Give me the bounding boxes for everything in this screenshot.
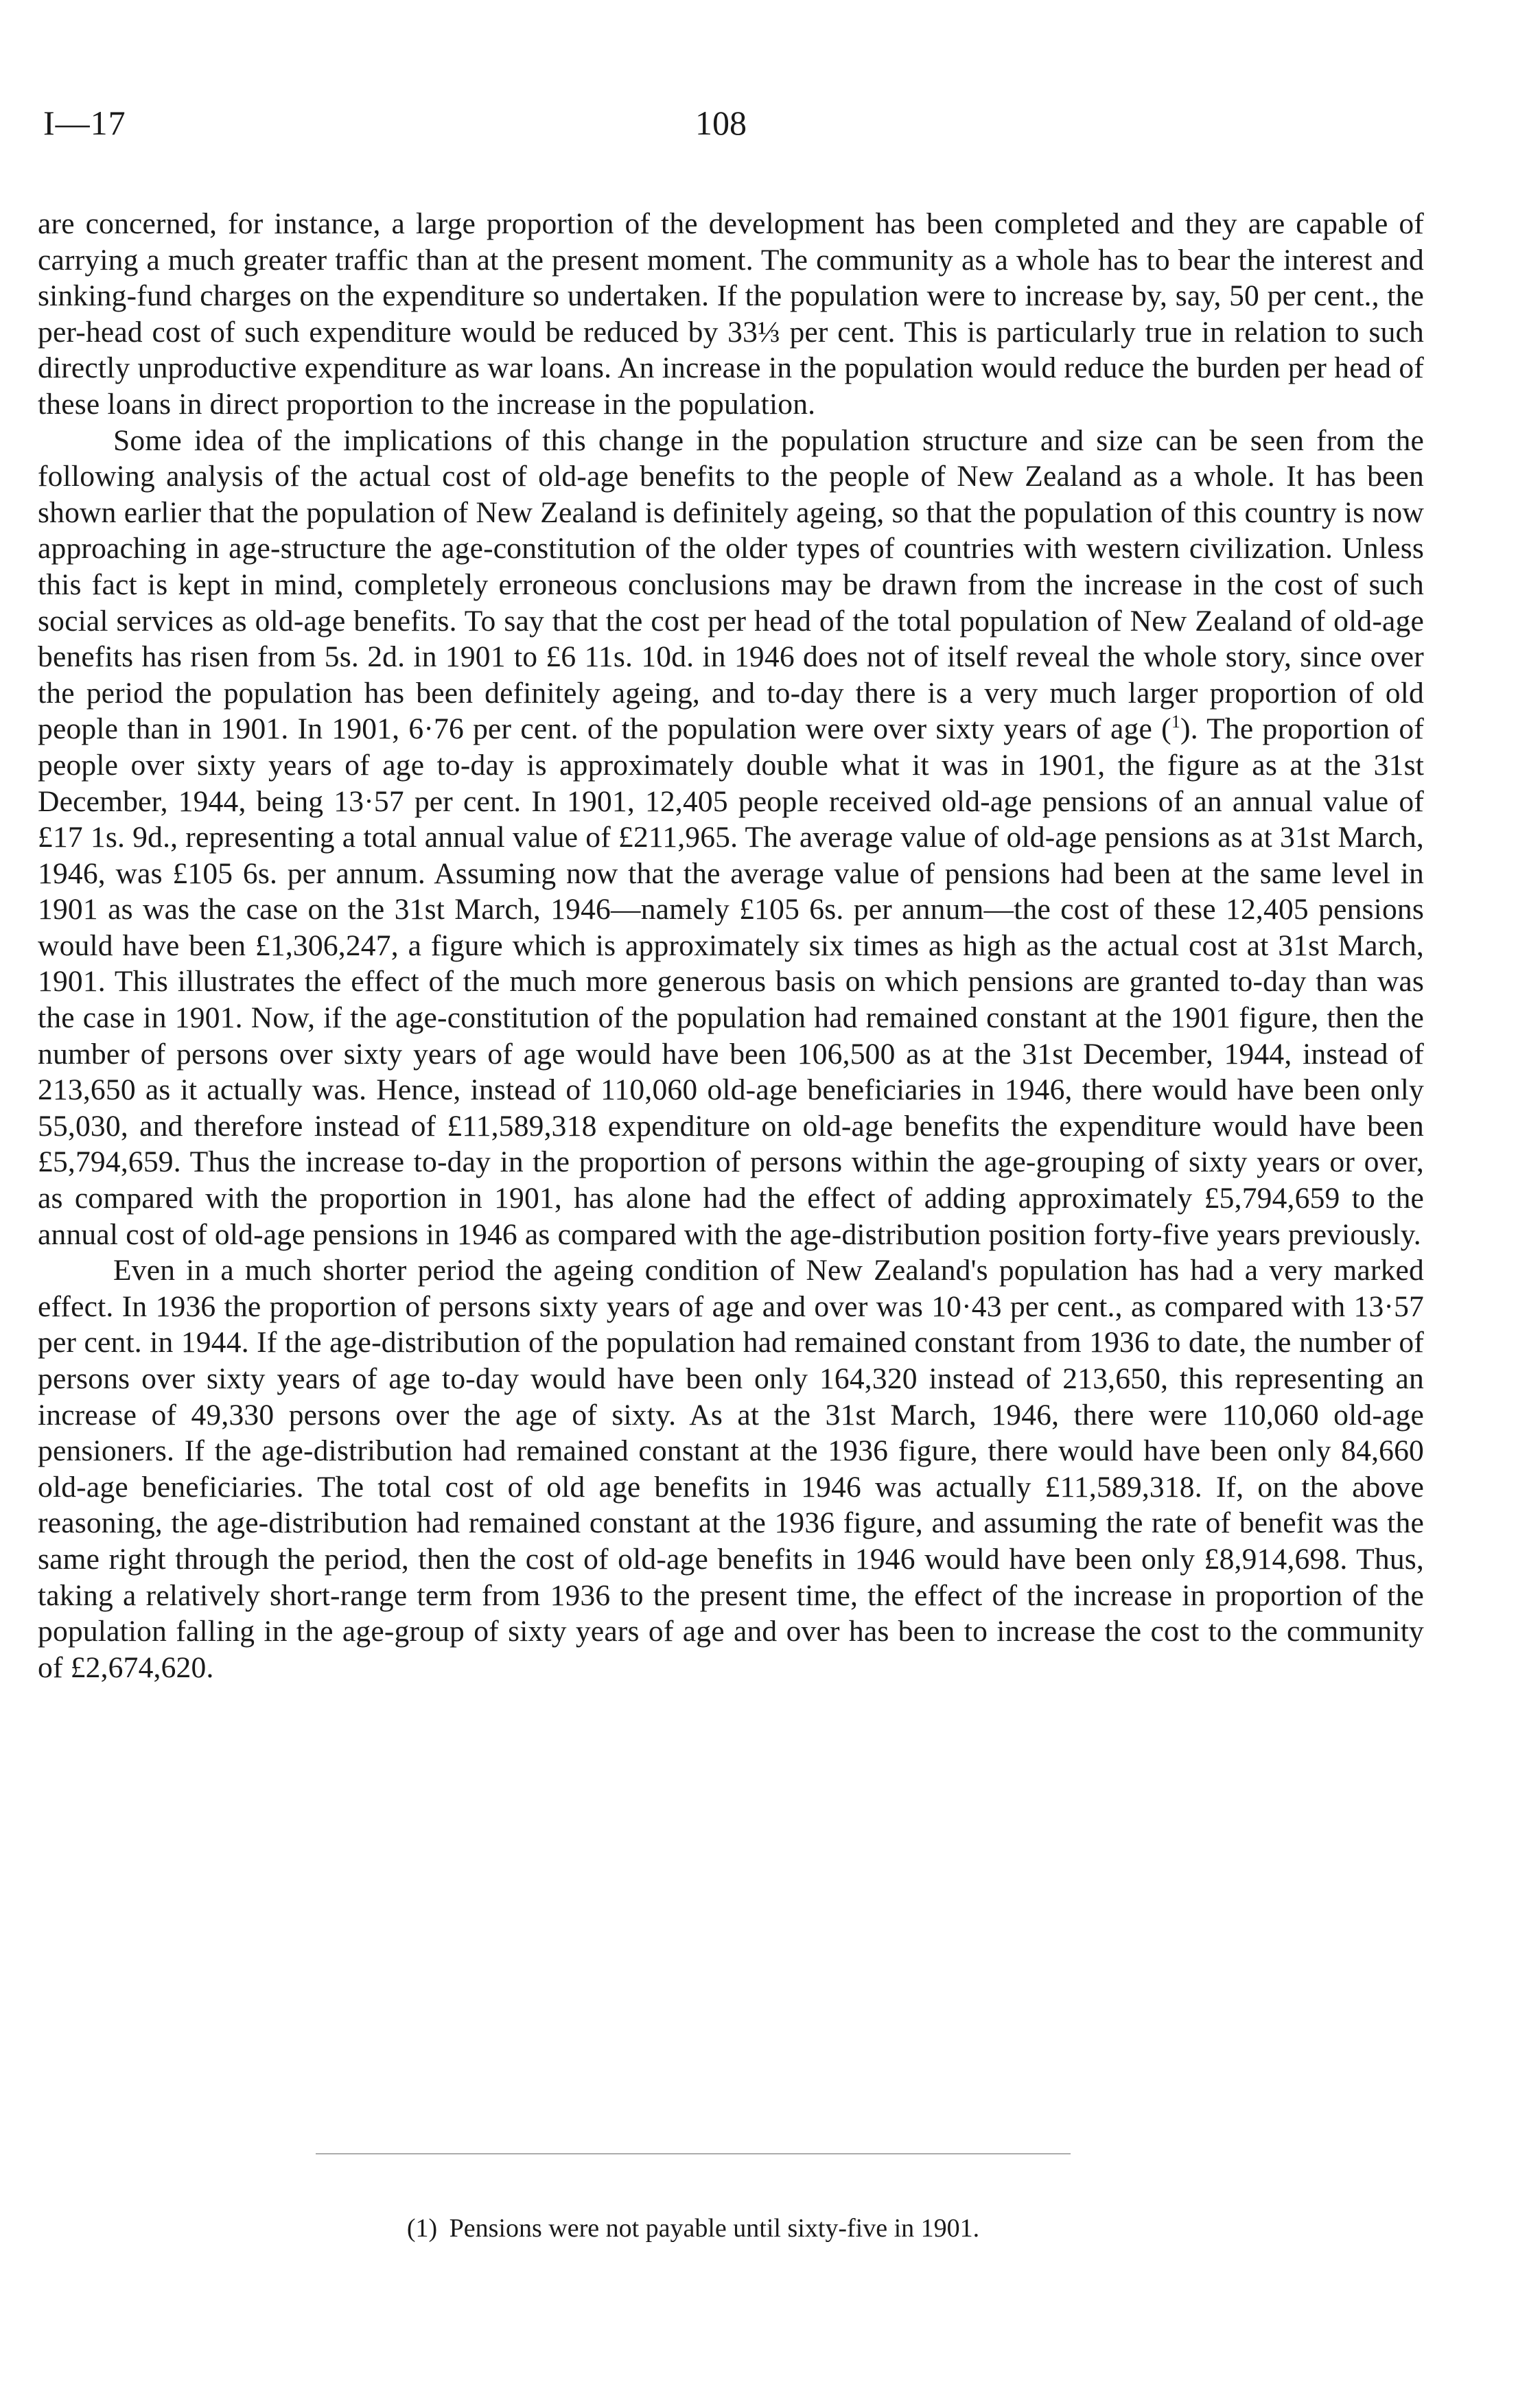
footnote [0,2213,1386,2243]
document-page [38,103,1424,2368]
page-header [38,103,1424,158]
paragraph-1: are concerned, for instance, a large proportion of the development has been completed and they are capable of carrying a much greater traffic than at the present moment. The community as a whole has to bear the interest and sinking-fund charges on the expenditure so undertaken. If the population were to increase by, say, 50 per cent., the per-head cost of such expenditure would be reduced by 33⅓ per cent. This is particularly true in relation to such directly unproductive expenditure as war loans. An increase in the population would reduce the burden per head of these loans in direct proportion to the increase in the population. [38,207,1424,421]
paragraph-2-text-after-note: ). The proportion of people over sixty years of age to-day is approximately double what it was in 1901, the figure as at the 31st December, 1944, being 13·57 per cent. In 1901, 12,405 people received old-age pensions of an annual value of £17 1s. 9d., representing a total annual value of £211,965. The average value of old-age pensions as at 31st March, 1946, was £105 6s. per annum. Assuming now that the average value of pensions had been at the same level in 1901 as was the case on the 31st March, 1946—namely £105 6s. per annum—the cost of these 12,405 pensions would have been £1,306,247, a figure which is approximately six times as high as the actual cost at 31st March, 1901. This illustrates the effect of the much more generous basis on which pensions are granted to-day than was the case in 1901. Now, if the age-constitution of the population had remained constant at the 1901 figure, then the number of persons over sixty years of age would have been 106,500 as at the 31st December, 1944, instead of 213,650 as it actually was. Hence, instead of 110,060 old-age beneficiaries in 1946, there would have been only 55,030, and therefore instead of £11,589,318 expenditure on old-age benefits the expenditure would have been £5,794,659. Thus the increase to-day in the proportion of persons within the age-grouping of sixty years or over, as compared with the proportion in 1901, has alone had the effect of adding approximately £5,794,659 to the annual cost of old-age pensions in 1946 as compared with the age-distribution position forty-five years previously. [38,712,1424,1251]
footnote-text: Pensions were not payable until sixty-five in 1901. [449,2214,980,2243]
paragraph-2 [38,423,1424,1253]
footnote-mark: (1) [406,2214,438,2243]
document-reference: I—17 [43,104,126,142]
paragraph-3: Even in a much shorter period the ageing condition of New Zealand's population has had a very marked effect. In 1936 the proportion of persons sixty years of age and over was 10·43 per cent., as compared with 13·57 per cent. in 1944. If the age-distribution of the population had remained constant from 1936 to date, the number of persons over sixty years of age to-day would have been only 164,320 instead of 213,650, this representing an increase of 49,330 persons over the age of sixty. As at the 31st March, 1946, there were 110,060 old-age pensioners. If the age-distribution had remained constant at the 1936 figure, there would have been only 84,660 old-age beneficiaries. The total cost of old age benefits in 1946 was actually £11,589,318. If, on the above reasoning, the age-distribution had remained constant at the 1936 figure, and assuming the rate of benefit was the same right through the period, then the cost of old-age benefits in 1946 would have been only £8,914,698. Thus, taking a relatively short-range term from 1936 to the present time, the effect of the increase in proportion of the population falling in the age-group of sixty years of age and over has been to increase the cost to the community of £2,674,620. [38,1254,1424,1684]
paragraph-2-text-before-note: Some idea of the implications of this change in the population structure and size can be seen from the following analysis of the actual cost of old-age benefits to the people of New Zealand as a whole. It has been shown earlier that the population of New Zealand is definitely ageing, so that the population of this country is now approaching in age-structure the age-constitution of the older types of countries with western civilization. Unless this fact is kept in mind, completely erroneous conclusions may be drawn from the increase in the cost of such social services as old-age benefits. To say that the cost per head of the total population of New Zealand of old-age benefits has risen from 5s. 2d. in 1901 to £6 11s. 10d. in 1946 does not of itself reveal the whole story, since over the period the population has been definitely ageing, and to-day there is a very much larger proportion of old people than in 1901. In 1901, 6·76 per cent. of the population were over sixty years of age ( [38,423,1424,746]
body-text [38,206,1424,1685]
footnote-reference-mark: 1 [1171,712,1181,732]
page-number: 108 [695,104,747,142]
